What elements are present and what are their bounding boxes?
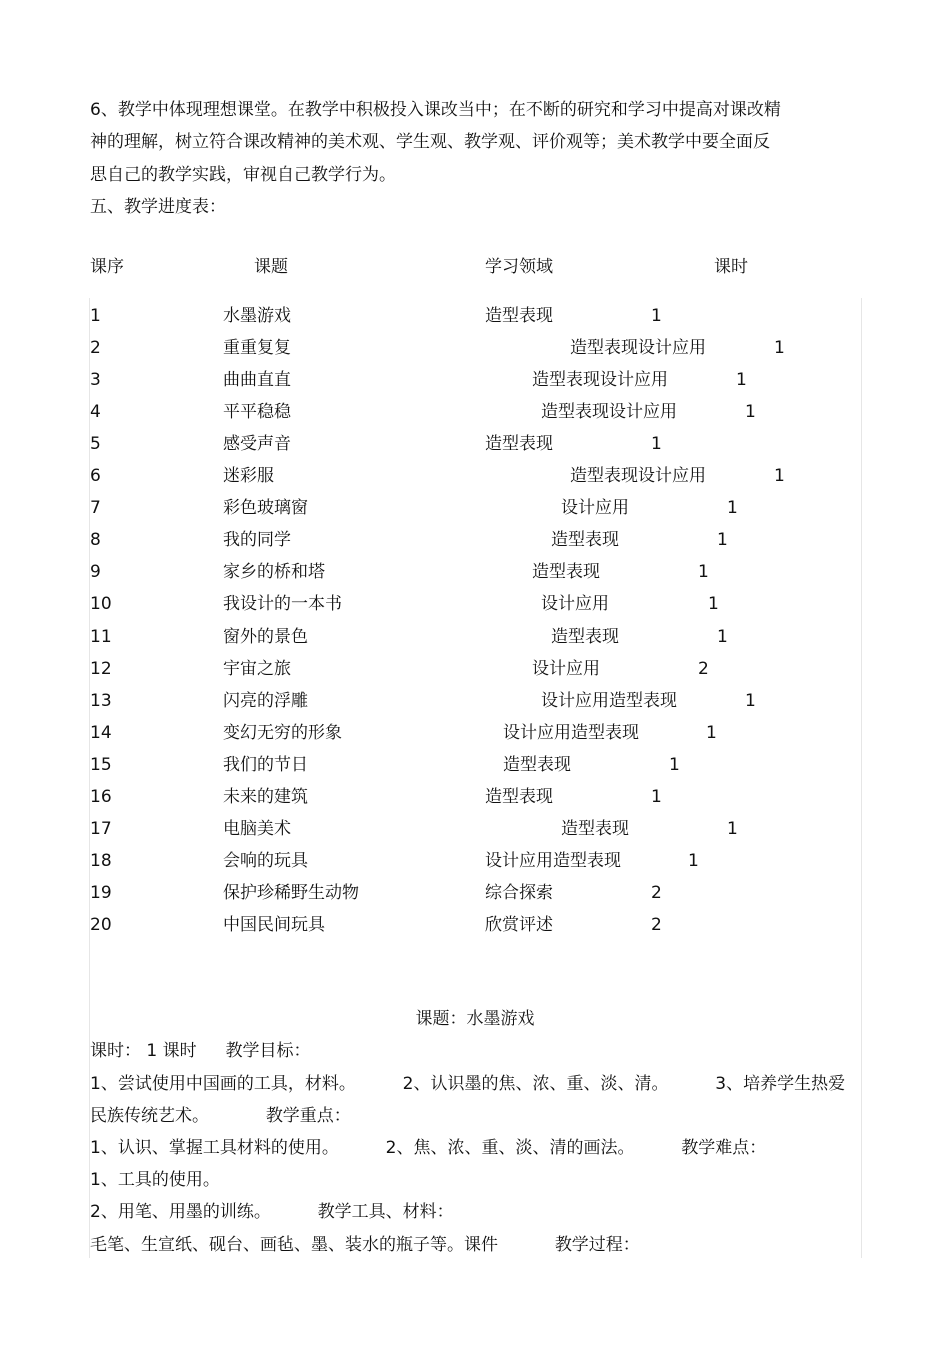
row-hours: 1 — [706, 723, 717, 743]
diff-label: 教学难点： — [681, 1138, 767, 1158]
row-number: 17 — [90, 819, 112, 839]
row-number: 15 — [90, 755, 112, 775]
row-area: 造型表现 — [551, 530, 619, 550]
header-title: 课题 — [254, 257, 288, 277]
row-title: 重重复复 — [223, 338, 291, 358]
header-area: 学习领域 — [485, 257, 553, 277]
hours-label: 课时： — [90, 1041, 141, 1061]
row-hours: 1 — [708, 594, 719, 614]
header-order: 课序 — [90, 257, 124, 277]
row-hours: 1 — [727, 819, 738, 839]
row-area: 设计应用造型表现 — [541, 691, 677, 711]
process-label: 教学过程： — [554, 1235, 640, 1255]
row-area: 设计应用 — [561, 498, 629, 518]
row-title: 变幻无穷的形象 — [223, 723, 342, 743]
diff-line-1: 1、工具的使用。 — [90, 1170, 220, 1190]
row-title: 彩色玻璃窗 — [223, 498, 308, 518]
row-area: 欣赏评述 — [485, 915, 553, 935]
row-title: 保护珍稀野生动物 — [223, 883, 359, 903]
goal-1: 1、尝试使用中国画的工具，材料。 — [90, 1074, 356, 1094]
row-area: 造型表现 — [561, 819, 629, 839]
row-title: 我的同学 — [223, 530, 291, 550]
row-number: 12 — [90, 659, 112, 679]
row-hours: 2 — [651, 883, 662, 903]
hours-value: 1 课时 — [146, 1041, 197, 1061]
row-number: 20 — [90, 915, 112, 935]
row-title: 电脑美术 — [223, 819, 291, 839]
paragraph-line: 神的理解，树立符合课改精神的美术观、学生观、教学观、评价观等；美术教学中要全面反 — [90, 132, 770, 152]
section-heading: 五、教学进度表： — [90, 197, 226, 217]
header-hours: 课时 — [714, 257, 748, 277]
row-hours: 1 — [651, 306, 662, 326]
row-hours: 1 — [745, 402, 756, 422]
goal-3: 3、培养学生热爱 — [715, 1074, 846, 1094]
key-line — [90, 1137, 766, 1159]
row-hours: 1 — [717, 627, 728, 647]
row-title: 家乡的桥和塔 — [223, 562, 325, 582]
key-label: 教学重点： — [265, 1106, 351, 1126]
row-hours: 2 — [698, 659, 709, 679]
row-hours: 2 — [651, 915, 662, 935]
row-area: 造型表现 — [485, 306, 553, 326]
row-title: 迷彩服 — [223, 466, 274, 486]
row-area: 造型表现设计应用 — [541, 402, 677, 422]
row-number: 2 — [90, 338, 101, 358]
row-hours: 1 — [717, 530, 728, 550]
row-title: 宇宙之旅 — [223, 659, 291, 679]
row-number: 5 — [90, 434, 101, 454]
row-number: 8 — [90, 530, 101, 550]
row-number: 13 — [90, 691, 112, 711]
goals-line-2 — [90, 1105, 351, 1127]
row-hours: 1 — [736, 370, 747, 390]
row-title: 我设计的一本书 — [223, 594, 342, 614]
row-area: 造型表现 — [485, 787, 553, 807]
row-number: 4 — [90, 402, 101, 422]
row-title: 会响的玩具 — [223, 851, 308, 871]
row-area: 设计应用造型表现 — [485, 851, 621, 871]
paragraph-line: 思自己的教学实践，审视自己教学行为。 — [90, 165, 396, 185]
row-hours: 1 — [688, 851, 699, 871]
row-number: 14 — [90, 723, 112, 743]
right-rule — [861, 298, 862, 1258]
row-area: 综合探索 — [485, 883, 553, 903]
key-1: 1、认识、掌握工具材料的使用。 — [90, 1138, 339, 1158]
row-title: 水墨游戏 — [223, 306, 291, 326]
row-area: 造型表现 — [485, 434, 553, 454]
row-title: 平平稳稳 — [223, 402, 291, 422]
row-title: 闪亮的浮雕 — [223, 691, 308, 711]
key-2: 2、焦、浓、重、淡、清的画法。 — [385, 1138, 635, 1158]
row-hours: 1 — [669, 755, 680, 775]
row-number: 9 — [90, 562, 101, 582]
row-title: 窗外的景色 — [223, 627, 308, 647]
paragraph-line: 6、教学中体现理想课堂。在教学中积极投入课改当中；在不断的研究和学习中提高对课改精 — [90, 100, 781, 120]
row-area: 造型表现设计应用 — [570, 466, 706, 486]
row-hours: 1 — [651, 434, 662, 454]
row-number: 7 — [90, 498, 101, 518]
diff-line-2 — [90, 1201, 454, 1223]
row-number: 6 — [90, 466, 101, 486]
row-area: 造型表现设计应用 — [570, 338, 706, 358]
row-number: 11 — [90, 627, 112, 647]
lesson-title: 课题：水墨游戏 — [415, 1009, 535, 1029]
row-area: 设计应用造型表现 — [503, 723, 639, 743]
row-area: 造型表现 — [532, 562, 600, 582]
lesson-hours-line — [90, 1040, 310, 1062]
tools-line — [90, 1234, 640, 1256]
row-hours: 1 — [774, 338, 785, 358]
row-number: 16 — [90, 787, 112, 807]
row-title: 中国民间玩具 — [223, 915, 325, 935]
row-hours: 1 — [698, 562, 709, 582]
goals-line — [90, 1073, 845, 1095]
tools-list: 毛笔、生宣纸、砚台、画毡、墨、装水的瓶子等。课件 — [90, 1235, 498, 1255]
row-title: 未来的建筑 — [223, 787, 308, 807]
row-number: 10 — [90, 594, 112, 614]
row-area: 造型表现 — [503, 755, 571, 775]
row-area: 设计应用 — [541, 594, 609, 614]
row-hours: 1 — [651, 787, 662, 807]
row-hours: 1 — [727, 498, 738, 518]
row-area: 造型表现 — [551, 627, 619, 647]
row-title: 感受声音 — [223, 434, 291, 454]
row-number: 1 — [90, 306, 101, 326]
row-title: 曲曲直直 — [223, 370, 291, 390]
tools-label: 教学工具、材料： — [317, 1202, 454, 1222]
goal-3-cont: 民族传统艺术。 — [90, 1106, 209, 1126]
row-title: 我们的节日 — [223, 755, 308, 775]
row-number: 18 — [90, 851, 112, 871]
row-hours: 1 — [745, 691, 756, 711]
row-area: 设计应用 — [532, 659, 600, 679]
row-area: 造型表现设计应用 — [532, 370, 668, 390]
goal-2: 2、认识墨的焦、浓、重、淡、清。 — [402, 1074, 669, 1094]
row-number: 3 — [90, 370, 101, 390]
diff-2: 2、用笔、用墨的训练。 — [90, 1202, 271, 1222]
goals-label: 教学目标： — [225, 1041, 311, 1061]
row-hours: 1 — [774, 466, 785, 486]
row-number: 19 — [90, 883, 112, 903]
